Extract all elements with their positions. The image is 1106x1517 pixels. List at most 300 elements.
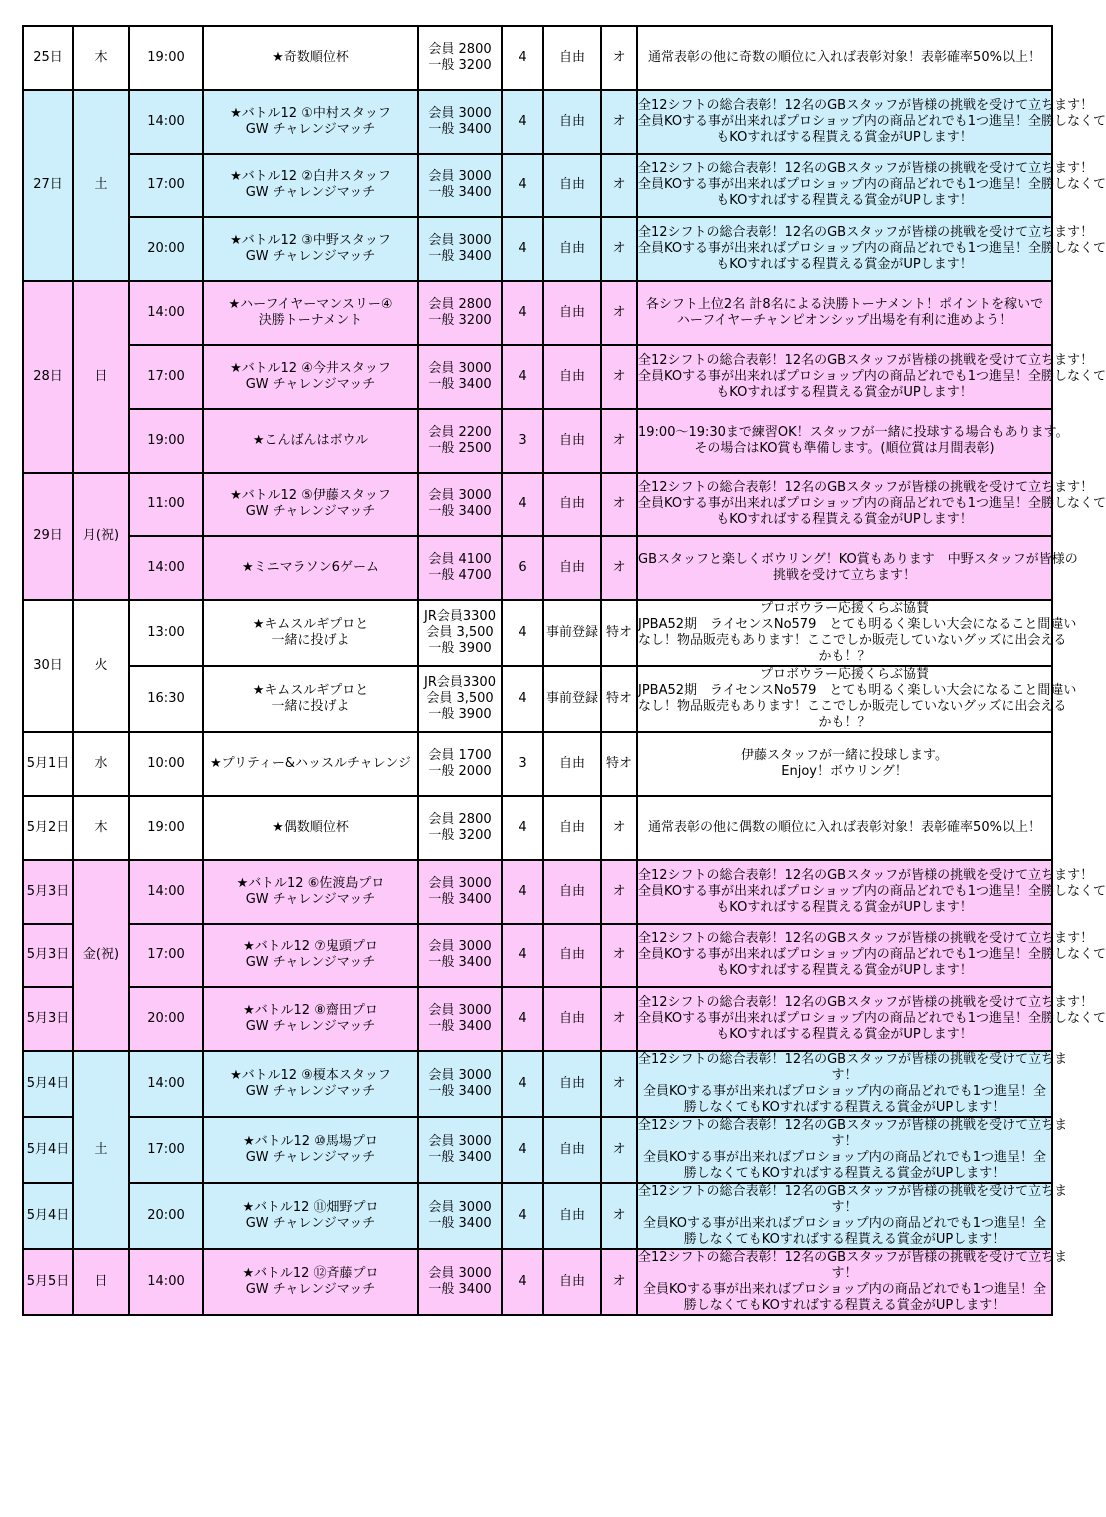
time-cell: 16:30 — [129, 666, 203, 732]
fee-line: 一般 3400 — [428, 376, 492, 392]
fee-line: 会員 2800 — [428, 811, 492, 827]
fee-line: 会員 2800 — [428, 297, 492, 313]
entry-cell: 自由 — [543, 281, 601, 345]
entry-cell: 自由 — [543, 154, 601, 218]
date-cell: 5月5日 — [23, 1249, 73, 1315]
description-cell — [637, 732, 1052, 796]
date-cell: 5月1日 — [23, 732, 73, 796]
table-row — [23, 536, 1052, 600]
time-cell: 17:00 — [129, 1117, 203, 1183]
time-cell: 14:00 — [129, 536, 203, 600]
desc-line: プロボウラー応援くらぶ協賛 — [759, 601, 929, 617]
table-row — [23, 217, 1052, 281]
event-line: ★バトル12 ⑥佐渡島プロ — [236, 875, 385, 891]
fee-cell — [418, 536, 502, 600]
games-cell: 4 — [502, 987, 543, 1051]
weekday-cell: 木 — [73, 26, 129, 90]
desc-line: 全員KOする事が出来ればプロショップ内の商品どれでも1つ進呈！全 — [642, 1150, 1047, 1166]
table-row — [23, 409, 1052, 473]
fee-cell — [418, 154, 502, 218]
desc-line: す！ — [831, 1200, 858, 1216]
event-cell — [203, 600, 418, 666]
event-line: ★バトル12 ⑫斉藤プロ — [242, 1266, 379, 1282]
weekday-cell: 火 — [73, 600, 129, 732]
games-cell: 4 — [502, 217, 543, 281]
description-cell — [637, 1183, 1068, 1249]
description-cell — [637, 796, 1052, 860]
event-line: ★バトル12 ①中村スタッフ — [230, 105, 391, 121]
description-cell — [637, 1249, 1068, 1315]
desc-line: 全12シフトの総合表彰！12名のGBスタッフが皆様の挑戦を受けて立ちます！ — [638, 995, 1094, 1011]
event-line: ★バトル12 ⑦鬼頭プロ — [243, 939, 378, 955]
event-line: ★奇数順位杯 — [272, 49, 349, 65]
entry-cell: 自由 — [543, 860, 601, 924]
table-row — [23, 1183, 1052, 1249]
entry-cell: 自由 — [543, 924, 601, 988]
desc-line: もKOすればする程貰える賞金がUPします！ — [716, 257, 973, 273]
desc-line: その場合はKO賞も準備します。(順位賞は月間表彰) — [694, 440, 995, 456]
desc-line: かも！？ — [818, 649, 871, 665]
type-cell: オ — [601, 345, 637, 409]
desc-line: 全員KOする事が出来ればプロショップ内の商品どれでも1つ進呈！全勝しなくて — [638, 241, 1106, 257]
description-cell — [637, 217, 1106, 281]
entry-cell: 事前登録 — [543, 666, 601, 732]
type-cell: オ — [601, 987, 637, 1051]
fee-line: 会員 3000 — [428, 1134, 492, 1150]
event-cell — [203, 154, 418, 218]
event-line: ★ミニマラソン6ゲーム — [242, 560, 379, 576]
date-cell: 5月3日 — [23, 924, 73, 988]
description-cell — [637, 281, 1052, 345]
entry-cell: 自由 — [543, 732, 601, 796]
fee-cell — [418, 90, 502, 154]
entry-cell: 自由 — [543, 987, 601, 1051]
entry-cell: 自由 — [543, 473, 601, 537]
event-line: ★バトル12 ⑪畑野プロ — [242, 1200, 379, 1216]
event-line: ★ハーフイヤーマンスリー④ — [228, 297, 393, 313]
table-row — [23, 600, 1052, 666]
desc-line: 勝しなくてもKOすればする程貰える賞金がUPします！ — [683, 1166, 1006, 1182]
time-cell: 19:00 — [129, 26, 203, 90]
date-cell: 5月4日 — [23, 1051, 73, 1117]
desc-line: 勝しなくてもKOすればする程貰える賞金がUPします！ — [683, 1298, 1006, 1314]
date-cell: 5月4日 — [23, 1183, 73, 1249]
fee-line: 一般 3400 — [428, 955, 492, 971]
table-row — [23, 1051, 1052, 1117]
fee-line: 一般 3400 — [428, 1282, 492, 1298]
type-cell: オ — [601, 409, 637, 473]
type-cell: オ — [601, 281, 637, 345]
desc-line: 全12シフトの総合表彰！12名のGBスタッフが皆様の挑戦を受けて立ちます！ — [638, 225, 1094, 241]
description-cell — [637, 345, 1106, 409]
table-row — [23, 90, 1052, 154]
date-cell: 29日 — [23, 473, 73, 601]
event-cell — [203, 473, 418, 537]
event-line: GW チャレンジマッチ — [245, 1150, 376, 1166]
description-cell — [637, 90, 1106, 154]
table-row — [23, 924, 1052, 988]
event-cell — [203, 1051, 418, 1117]
games-cell: 4 — [502, 1117, 543, 1183]
fee-cell — [418, 281, 502, 345]
date-cell: 28日 — [23, 281, 73, 472]
games-cell: 4 — [502, 924, 543, 988]
desc-line: 全員KOする事が出来ればプロショップ内の商品どれでも1つ進呈！全勝しなくて — [638, 496, 1106, 512]
type-cell: オ — [601, 154, 637, 218]
fee-line: JR会員3300 — [424, 675, 496, 691]
fee-line: 一般 3900 — [428, 707, 492, 723]
time-cell: 20:00 — [129, 217, 203, 281]
type-cell: オ — [601, 796, 637, 860]
fee-line: 一般 3400 — [428, 1019, 492, 1035]
event-line: 一緒に投げよ — [271, 633, 350, 649]
games-cell: 4 — [502, 796, 543, 860]
fee-line: 会員 3000 — [428, 169, 492, 185]
event-cell — [203, 281, 418, 345]
description-cell — [637, 409, 1069, 473]
games-cell: 4 — [502, 26, 543, 90]
description-cell — [637, 600, 1077, 666]
fee-cell — [418, 600, 502, 666]
fee-line: 一般 3400 — [428, 249, 492, 265]
type-cell: オ — [601, 1051, 637, 1117]
desc-line: GBスタッフと楽しくボウリング！KO賞もあります 中野スタッフが皆様の — [638, 552, 1078, 568]
fee-cell — [418, 796, 502, 860]
desc-line: 全員KOする事が出来ればプロショップ内の商品どれでも1つ進呈！全勝しなくて — [638, 113, 1106, 129]
entry-cell: 自由 — [543, 536, 601, 600]
fee-line: 会員 1700 — [428, 748, 492, 764]
games-cell: 4 — [502, 1051, 543, 1117]
table-row — [23, 796, 1052, 860]
fee-cell — [418, 732, 502, 796]
table-row — [23, 26, 1052, 90]
event-cell — [203, 536, 418, 600]
desc-line: もKOすればする程貰える賞金がUPします！ — [716, 899, 973, 915]
desc-line: ハーフイヤーチャンピオンシップ出場を有利に進めよう！ — [676, 313, 1013, 329]
event-line: 一緒に投げよ — [271, 699, 350, 715]
fee-line: 会員 3000 — [428, 875, 492, 891]
type-cell: オ — [601, 1183, 637, 1249]
desc-line: 全12シフトの総合表彰！12名のGBスタッフが皆様の挑戦を受けて立ちます！ — [638, 161, 1094, 177]
fee-line: JR会員3300 — [424, 609, 496, 625]
table-row — [23, 732, 1052, 796]
time-cell: 20:00 — [129, 1183, 203, 1249]
desc-line: 全員KOする事が出来ればプロショップ内の商品どれでも1つ進呈！全 — [642, 1084, 1047, 1100]
fee-line: 一般 3900 — [428, 641, 492, 657]
type-cell: オ — [601, 1249, 637, 1315]
event-cell — [203, 409, 418, 473]
entry-cell: 自由 — [543, 409, 601, 473]
fee-cell — [418, 987, 502, 1051]
fee-line: 一般 3400 — [428, 185, 492, 201]
time-cell: 17:00 — [129, 154, 203, 218]
games-cell: 4 — [502, 600, 543, 666]
description-cell — [637, 860, 1106, 924]
date-cell: 25日 — [23, 26, 73, 90]
fee-line: 一般 3400 — [428, 504, 492, 520]
desc-line: なし！物品販売もあります！ここでしか販売していないグッズに出会える — [638, 699, 1067, 715]
fee-line: 会員 2200 — [428, 424, 492, 440]
type-cell: 特オ — [601, 732, 637, 796]
time-cell: 14:00 — [129, 281, 203, 345]
table-row — [23, 987, 1052, 1051]
fee-line: 一般 3200 — [428, 57, 492, 73]
type-cell: オ — [601, 1117, 637, 1183]
event-line: GW チャレンジマッチ — [245, 1084, 376, 1100]
date-cell: 30日 — [23, 600, 73, 732]
games-cell: 4 — [502, 666, 543, 732]
fee-line: 会員 3000 — [428, 1266, 492, 1282]
entry-cell: 自由 — [543, 26, 601, 90]
date-cell: 5月3日 — [23, 987, 73, 1051]
desc-line: もKOすればする程貰える賞金がUPします！ — [716, 963, 973, 979]
desc-line: 全12シフトの総合表彰！12名のGBスタッフが皆様の挑戦を受けて立ちま — [638, 1250, 1068, 1266]
games-cell: 4 — [502, 154, 543, 218]
event-cell — [203, 1183, 418, 1249]
event-line: ★バトル12 ⑤伊藤スタッフ — [230, 488, 391, 504]
desc-line: す！ — [831, 1068, 858, 1084]
fee-cell — [418, 666, 502, 732]
fee-cell — [418, 1249, 502, 1315]
fee-cell — [418, 1117, 502, 1183]
desc-line: かも！？ — [818, 715, 871, 731]
weekday-cell: 土 — [73, 90, 129, 281]
type-cell: 特オ — [601, 666, 637, 732]
event-cell — [203, 860, 418, 924]
time-cell: 14:00 — [129, 1051, 203, 1117]
type-cell: オ — [601, 536, 637, 600]
description-cell — [637, 26, 1052, 90]
desc-line: 全員KOする事が出来ればプロショップ内の商品どれでも1つ進呈！全勝しなくて — [638, 1011, 1106, 1027]
desc-line: 勝しなくてもKOすればする程貰える賞金がUPします！ — [683, 1100, 1006, 1116]
event-line: GW チャレンジマッチ — [245, 1019, 376, 1035]
event-cell — [203, 987, 418, 1051]
event-line: ★こんばんはボウル — [252, 432, 369, 448]
event-line: ★キムスルギプロと — [252, 617, 369, 633]
table-row — [23, 154, 1052, 218]
fee-cell — [418, 345, 502, 409]
fee-line: 会員 3000 — [428, 488, 492, 504]
description-cell — [637, 154, 1106, 218]
desc-line: 通常表彰の他に偶数の順位に入れば表彰対象！表彰確率50%以上！ — [648, 819, 1041, 835]
event-line: GW チャレンジマッチ — [245, 376, 376, 392]
event-line: GW チャレンジマッチ — [245, 504, 376, 520]
date-cell: 27日 — [23, 90, 73, 281]
desc-line: 全員KOする事が出来ればプロショップ内の商品どれでも1つ進呈！全勝しなくて — [638, 883, 1106, 899]
desc-line: 全12シフトの総合表彰！12名のGBスタッフが皆様の挑戦を受けて立ちます！ — [638, 97, 1094, 113]
fee-line: 一般 3400 — [428, 121, 492, 137]
event-line: GW チャレンジマッチ — [245, 185, 376, 201]
desc-line: 全12シフトの総合表彰！12名のGBスタッフが皆様の挑戦を受けて立ちます！ — [638, 480, 1094, 496]
games-cell: 4 — [502, 1249, 543, 1315]
desc-line: もKOすればする程貰える賞金がUPします！ — [716, 129, 973, 145]
fee-cell — [418, 217, 502, 281]
fee-line: 一般 3200 — [428, 827, 492, 843]
games-cell: 3 — [502, 409, 543, 473]
time-cell: 11:00 — [129, 473, 203, 537]
weekday-cell: 金(祝) — [73, 860, 129, 1051]
event-cell — [203, 666, 418, 732]
table-row — [23, 473, 1052, 537]
desc-line: 全12シフトの総合表彰！12名のGBスタッフが皆様の挑戦を受けて立ちま — [638, 1184, 1068, 1200]
desc-line: もKOすればする程貰える賞金がUPします！ — [716, 193, 973, 209]
event-line: ★バトル12 ⑨榎本スタッフ — [230, 1068, 391, 1084]
games-cell: 4 — [502, 860, 543, 924]
desc-line: 全12シフトの総合表彰！12名のGBスタッフが皆様の挑戦を受けて立ちます！ — [638, 931, 1094, 947]
fee-line: 一般 3400 — [428, 1216, 492, 1232]
games-cell: 4 — [502, 281, 543, 345]
time-cell: 19:00 — [129, 409, 203, 473]
fee-cell — [418, 409, 502, 473]
date-cell: 5月3日 — [23, 860, 73, 924]
desc-line: 全12シフトの総合表彰！12名のGBスタッフが皆様の挑戦を受けて立ちま — [638, 1118, 1068, 1134]
event-cell — [203, 1117, 418, 1183]
event-line: GW チャレンジマッチ — [245, 891, 376, 907]
event-schedule-table — [22, 25, 1106, 1316]
fee-line: 会員 2800 — [428, 41, 492, 57]
fee-line: 会員 3000 — [428, 233, 492, 249]
games-cell: 4 — [502, 473, 543, 537]
table-row — [23, 345, 1052, 409]
event-line: GW チャレンジマッチ — [245, 121, 376, 137]
event-line: GW チャレンジマッチ — [245, 249, 376, 265]
fee-line: 一般 2000 — [428, 764, 492, 780]
desc-line: もKOすればする程貰える賞金がUPします！ — [716, 512, 973, 528]
description-cell — [637, 924, 1106, 988]
time-cell: 13:00 — [129, 600, 203, 666]
type-cell: オ — [601, 26, 637, 90]
type-cell: オ — [601, 860, 637, 924]
table-row — [23, 1249, 1052, 1315]
entry-cell: 自由 — [543, 796, 601, 860]
fee-line: 一般 3400 — [428, 1084, 492, 1100]
fee-line: 会員 3,500 — [426, 691, 494, 707]
time-cell: 19:00 — [129, 796, 203, 860]
description-cell — [637, 666, 1077, 732]
desc-line: もKOすればする程貰える賞金がUPします！ — [716, 384, 973, 400]
event-cell — [203, 217, 418, 281]
fee-cell — [418, 1183, 502, 1249]
desc-line: す！ — [831, 1266, 858, 1282]
fee-line: 一般 4700 — [428, 568, 492, 584]
time-cell: 14:00 — [129, 1249, 203, 1315]
description-cell — [637, 1051, 1068, 1117]
description-cell — [637, 1117, 1068, 1183]
entry-cell: 自由 — [543, 90, 601, 154]
desc-line: 伊藤スタッフが一緒に投球します。 — [741, 748, 948, 764]
fee-line: 会員 3000 — [428, 1003, 492, 1019]
desc-line: 全員KOする事が出来ればプロショップ内の商品どれでも1つ進呈！全 — [642, 1282, 1047, 1298]
event-line: ★バトル12 ⑩馬場プロ — [243, 1134, 378, 1150]
desc-line: 各シフト上位2名 計8名による決勝トーナメント！ポイントを稼いで — [645, 297, 1044, 313]
entry-cell: 自由 — [543, 345, 601, 409]
date-cell: 5月4日 — [23, 1117, 73, 1183]
type-cell: オ — [601, 473, 637, 537]
event-line: GW チャレンジマッチ — [245, 1216, 376, 1232]
fee-line: 会員 3000 — [428, 360, 492, 376]
event-cell — [203, 345, 418, 409]
description-cell — [637, 987, 1106, 1051]
fee-cell — [418, 924, 502, 988]
desc-line: JPBA52期 ライセンスNo579 とても明るく楽しい大会になること間違い — [638, 683, 1077, 699]
event-line: ★バトル12 ④今井スタッフ — [230, 360, 391, 376]
fee-line: 一般 3400 — [428, 891, 492, 907]
games-cell: 4 — [502, 345, 543, 409]
games-cell: 3 — [502, 732, 543, 796]
time-cell: 17:00 — [129, 345, 203, 409]
table-row — [23, 666, 1052, 732]
desc-line: す！ — [831, 1134, 858, 1150]
weekday-cell: 日 — [73, 1249, 129, 1315]
fee-line: 会員 3000 — [428, 105, 492, 121]
type-cell: 特オ — [601, 600, 637, 666]
entry-cell: 自由 — [543, 217, 601, 281]
time-cell: 10:00 — [129, 732, 203, 796]
desc-line: 全12シフトの総合表彰！12名のGBスタッフが皆様の挑戦を受けて立ちま — [638, 1052, 1068, 1068]
event-cell — [203, 796, 418, 860]
time-cell: 17:00 — [129, 924, 203, 988]
event-line: GW チャレンジマッチ — [245, 955, 376, 971]
event-line: GW チャレンジマッチ — [245, 1282, 376, 1298]
weekday-cell: 月(祝) — [73, 473, 129, 601]
event-cell — [203, 1249, 418, 1315]
desc-line: Enjoy！ボウリング！ — [781, 764, 908, 780]
event-cell — [203, 90, 418, 154]
event-cell — [203, 924, 418, 988]
time-cell: 14:00 — [129, 90, 203, 154]
event-line: ★バトル12 ②白井スタッフ — [230, 169, 391, 185]
desc-line: 勝しなくてもKOすればする程貰える賞金がUPします！ — [683, 1232, 1006, 1248]
time-cell: 20:00 — [129, 987, 203, 1051]
type-cell: オ — [601, 924, 637, 988]
desc-line: もKOすればする程貰える賞金がUPします！ — [716, 1027, 973, 1043]
entry-cell: 自由 — [543, 1117, 601, 1183]
event-line: ★バトル12 ③中野スタッフ — [230, 233, 391, 249]
event-line: ★キムスルギプロと — [252, 683, 369, 699]
games-cell: 4 — [502, 1183, 543, 1249]
desc-line: 全員KOする事が出来ればプロショップ内の商品どれでも1つ進呈！全勝しなくて — [638, 947, 1106, 963]
fee-line: 一般 3400 — [428, 1150, 492, 1166]
entry-cell: 事前登録 — [543, 600, 601, 666]
date-cell: 5月2日 — [23, 796, 73, 860]
entry-cell: 自由 — [543, 1051, 601, 1117]
fee-cell — [418, 860, 502, 924]
desc-line: 全12シフトの総合表彰！12名のGBスタッフが皆様の挑戦を受けて立ちます！ — [638, 352, 1094, 368]
entry-cell: 自由 — [543, 1183, 601, 1249]
fee-line: 会員 3000 — [428, 1200, 492, 1216]
event-cell — [203, 732, 418, 796]
event-cell — [203, 26, 418, 90]
weekday-cell: 土 — [73, 1051, 129, 1249]
time-cell: 14:00 — [129, 860, 203, 924]
event-line: ★プリティー&ハッスルチャレンジ — [210, 756, 411, 772]
desc-line: 通常表彰の他に奇数の順位に入れば表彰対象！表彰確率50%以上！ — [648, 49, 1041, 65]
event-line: 決勝トーナメント — [258, 313, 363, 329]
games-cell: 4 — [502, 90, 543, 154]
fee-cell — [418, 1051, 502, 1117]
fee-line: 一般 3200 — [428, 313, 492, 329]
type-cell: オ — [601, 90, 637, 154]
games-cell: 6 — [502, 536, 543, 600]
fee-line: 会員 3000 — [428, 1068, 492, 1084]
fee-line: 会員 3,500 — [426, 625, 494, 641]
table-row — [23, 281, 1052, 345]
entry-cell: 自由 — [543, 1249, 601, 1315]
fee-line: 会員 3000 — [428, 939, 492, 955]
description-cell — [637, 473, 1106, 537]
desc-line: 全員KOする事が出来ればプロショップ内の商品どれでも1つ進呈！全勝しなくて — [638, 177, 1106, 193]
fee-line: 会員 4100 — [428, 552, 492, 568]
